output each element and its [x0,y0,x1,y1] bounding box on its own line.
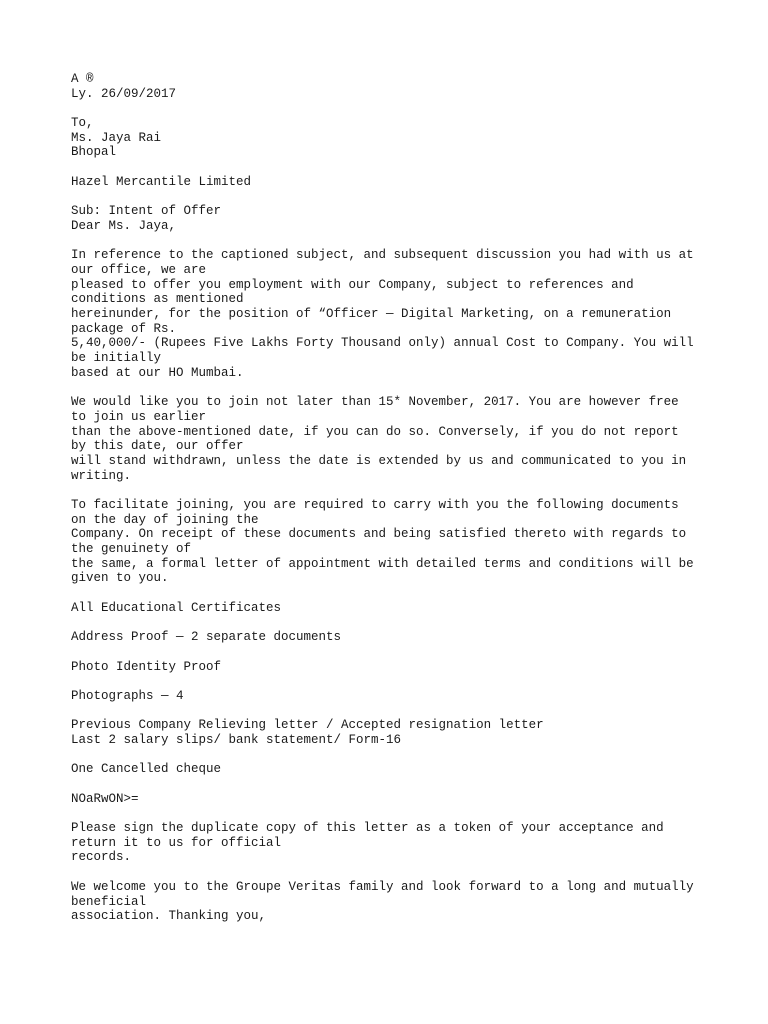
paragraph-line: will stand withdrawn, unless the date is extended by us and communicated to you in [71,453,687,468]
salutation: Dear Ms. Jaya, [71,218,177,233]
paragraph-line: 5,40,000/- (Rupees Five Lakhs Forty Thousand only) annual Cost to Company. You will [71,336,694,351]
spacer [71,160,711,175]
spacer [71,748,711,763]
paragraph-line: based at our HO Mumbai. [71,365,244,380]
paragraph-line: pleased to offer you employment with our Company, subject to references and [71,277,634,292]
spacer [71,806,711,821]
spacer [71,234,711,249]
paragraph-line: our office, we are [71,262,207,277]
paragraph-line: writing. [71,468,132,483]
paragraph-line: be initially [71,351,162,366]
spacer [71,865,711,880]
spacer [71,704,711,719]
paragraph-line: Company. On receipt of these documents and being satisfied thereto with regards to [71,527,687,542]
paragraph-line: association. Thanking you, [71,909,267,924]
paragraph-joining [71,395,711,483]
document-item: Photographs — 4 [71,688,184,703]
paragraph-line: than the above-mentioned date, if you can do so. Conversely, if you do not report [71,424,679,439]
paragraph-line: the same, a formal letter of appointment with detailed terms and conditions will be [71,556,694,571]
header-mark: A ® [71,72,94,86]
paragraph-closing [71,880,711,924]
paragraph-line: In reference to the captioned subject, and subsequent discussion you had with us at [71,248,694,263]
documents-list [71,601,711,807]
reference-date: Ly. 26/09/2017 [71,86,177,101]
paragraph-line: given to you. [71,571,169,586]
paragraph-acceptance [71,821,711,865]
document-item: All Educational Certificates [71,600,282,615]
paragraph-line: beneficial [71,894,147,909]
paragraph-line: package of Rs. [71,321,177,336]
paragraph-line: to join us earlier [71,409,207,424]
spacer [71,190,711,205]
paragraph-line: on the day of joining the [71,512,259,527]
document-item: Previous Company Relieving letter / Accepted resignation letter [71,718,544,733]
letter-header [71,72,711,101]
offer-letter [71,72,711,924]
subject-line: Sub: Intent of Offer [71,204,222,219]
spacer [71,586,711,601]
document-item: NOaRwON>= [71,791,139,806]
recipient-name: Ms. Jaya Rai [71,130,162,145]
recipient-city: Bhopal [71,145,117,160]
paragraph-line: hereinunder, for the position of “Officer — Digital Marketing, on a remuneration [71,307,672,321]
spacer [71,674,711,689]
spacer [71,777,711,792]
company-name: Hazel Mercantile Limited [71,174,252,189]
recipient-block [71,116,711,160]
paragraph-documents-intro [71,498,711,586]
document-item: Address Proof — 2 separate documents [71,630,342,645]
paragraph-line: To facilitate joining, you are required to carry with you the following documents [71,497,679,512]
paragraph-line: by this date, our offer [71,439,244,454]
paragraph-line: return it to us for official [71,835,282,850]
document-item: Last 2 salary slips/ bank statement/ Form-16 [71,732,402,747]
paragraph-line: Please sign the duplicate copy of this letter as a token of your acceptance and [71,821,664,836]
spacer [71,101,711,116]
document-item: Photo Identity Proof [71,659,222,674]
spacer [71,615,711,630]
document-item: One Cancelled cheque [71,762,222,777]
paragraph-offer [71,248,711,380]
paragraph-line: conditions as mentioned [71,292,244,307]
paragraph-line: records. [71,850,132,865]
paragraph-line: We would like you to join not later than 15* November, 2017. You are however free [71,395,679,410]
paragraph-line: the genuinety of [71,542,192,556]
spacer [71,380,711,395]
spacer [71,645,711,660]
paragraph-line: We welcome you to the Groupe Veritas family and look forward to a long and mutually [71,879,694,894]
spacer [71,483,711,498]
recipient-to: To, [71,116,94,131]
